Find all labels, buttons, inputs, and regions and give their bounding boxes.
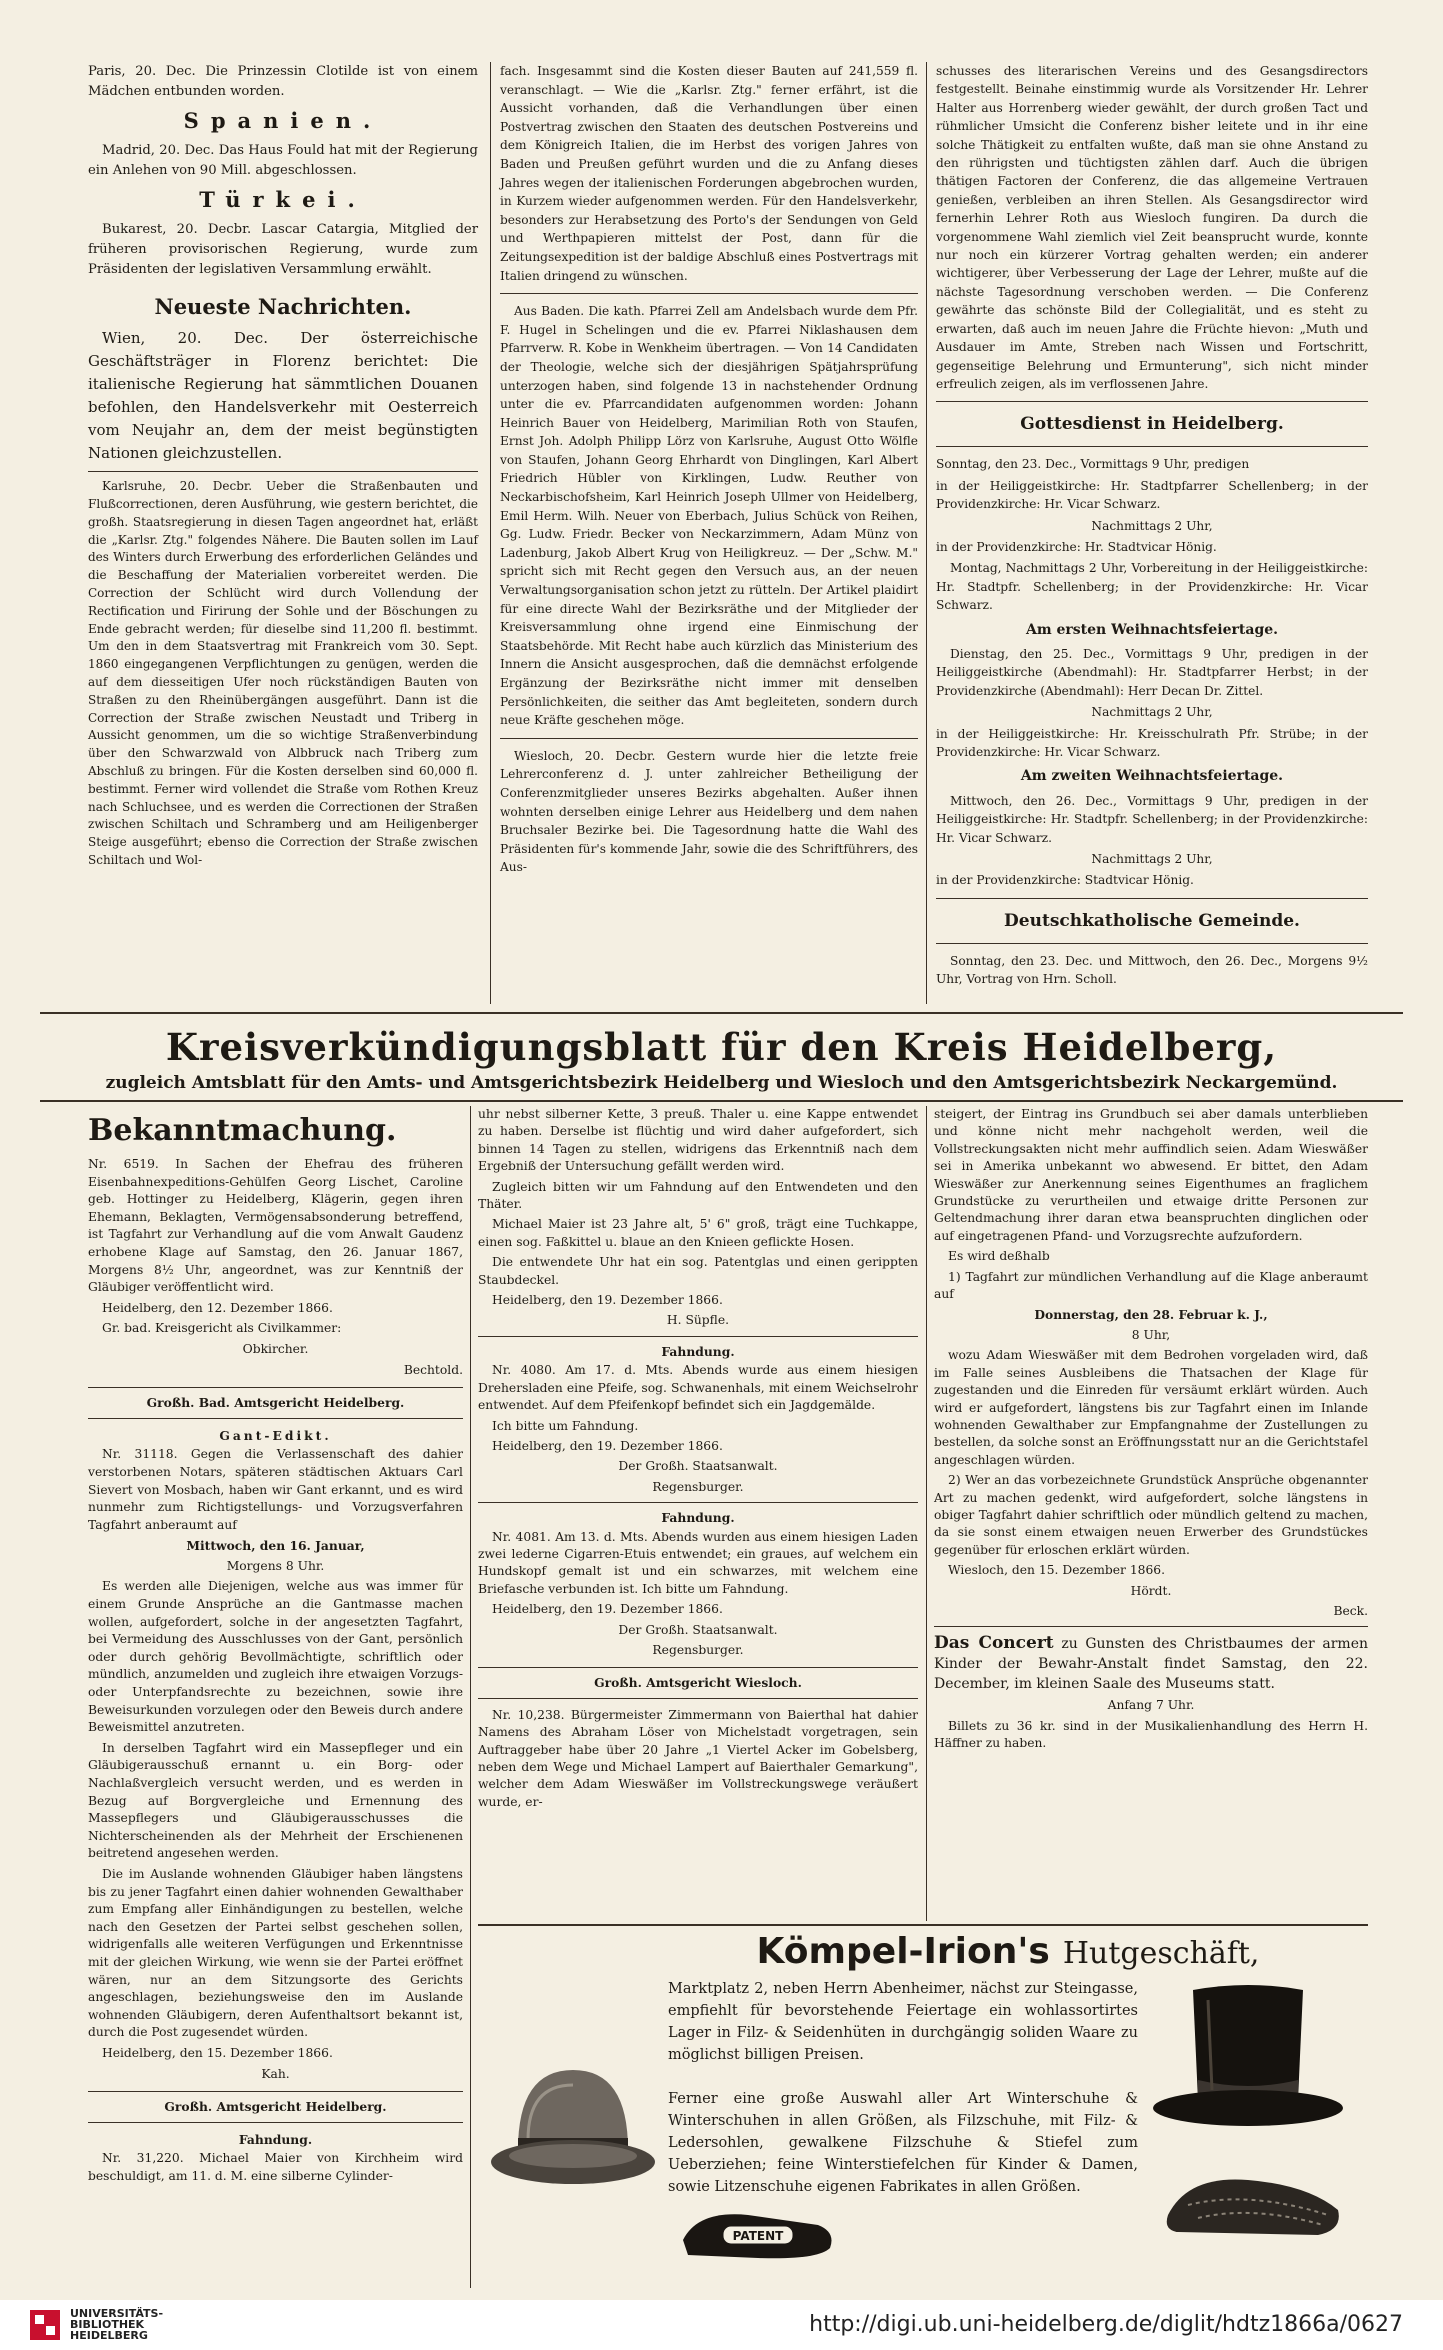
library-name-line: BIBLIOTHEK xyxy=(70,2318,145,2331)
gd-line: Nachmittags 2 Uhr, xyxy=(1091,518,1213,533)
item-2: 2) Wer an das vorbezeichnete Grundstück Ansprüche obgenannter Art zu machen gedenkt, wird aufgefordert, solche längstens in obiger Tagfahrt dahier schriftlich oder mündlich geltend zu machen, da sie sonst einem etwaigen neuen Erwerber des Grundstückes gegenüber für erloschen erklärt würden. xyxy=(934,1473,1368,1557)
hutgeschaeft-ad xyxy=(478,1930,1368,2290)
library-logo-icon xyxy=(30,2310,60,2340)
item-1: 1) Tagfahrt zur mündlichen Verhandlung auf die Klage anberaumt auf xyxy=(934,1269,1368,1302)
lower-column-3 xyxy=(934,1106,1368,1756)
gant-text: Es werden alle Diejenigen, welche aus was immer für einem Grunde Ansprüche an die Gantmasse machen wollen, aufgefordert, solche in der angesetzten Tagfahrt, bei Vermeidung des Ausschlusses von der Gant, persönlich oder durch gehörig Bevollmächtigte, schriftlich oder mündlich, anzumelden und zugleich ihre etwaigen Vorzugs- oder Unterpfandsrechte zu bezeichnen, sowie ihre Beweisurkunden vorzulegen oder den Beweis durch andere Beweismittel anzutreten. xyxy=(88,1579,463,1735)
fahndung3-sign: Regensburger. xyxy=(652,1642,744,1657)
concert-tickets: Billets zu 36 kr. sind in der Musikalienhandlung des Herrn H. Häffner zu haben. xyxy=(934,1718,1368,1751)
divider xyxy=(478,1502,918,1503)
column-rule xyxy=(926,62,927,1004)
source-url[interactable]: http://digi.ub.uni-heidelberg.de/diglit/hdtz1866a/0627 xyxy=(809,2312,1403,2337)
maier-text: Michael Maier ist 23 Jahre alt, 5' 6" groß, trägt eine Tuchkappe, einen sog. Faßkittel u. blaue an den Knieen geflickte Hosen. xyxy=(478,1217,918,1249)
divider xyxy=(478,1336,918,1337)
weih2-line: in der Providenzkirche: Stadtvicar Hönig. xyxy=(936,873,1194,888)
lower-column-2 xyxy=(478,1106,918,1814)
wieswaesser-lead: Es wird deßhalb xyxy=(948,1249,1050,1264)
bek-sign: Bechtold. xyxy=(403,1362,463,1377)
upper-column-3 xyxy=(936,62,1368,992)
bek-text: Nr. 6519. In Sachen der Ehefrau des früheren Eisenbahnexpeditions-Gehülfen Georg Lischet, Caroline geb. Hottinger zu Heidelberg, Klägerin, gegen ihren Ehemann, Beklagten, Vermögensabsonderung betreffend, ist Tagfahrt zur Verhandlung auf die vom Anwalt Gaudenz erhobene Klage auf Samstag, den 26. Januar 1867, Morgens 8½ Uhr, angeordnet, was zur Kenntniß der Gläubiger veröffentlicht wird. xyxy=(88,1157,463,1295)
kreisblatt-banner xyxy=(40,1024,1403,1096)
postvertrag-item: fach. Insgesammt sind die Kosten dieser Bauten auf 241,559 fl. veranschlagt. — Wie die „Karlsr. Ztg." ferner erfährt, ist die Aussicht vorhanden, daß die Verhandlungen über einen Postvertrag zwischen den Staaten des deutschen Postvereins und dem Königreich Italien, die im Herbst des vorigen Jahres von Baden und Preußen geführt wurden und die zu Anfang dieses Jahres wegen der italienischen Forderungen abgebrochen wurden, in Kurzem wieder aufgenommen werden. Für den Handelsverkehr, besonders zur Herabsetzung des Porto's der Sendungen von Geld und Werthpapieren mittelst der Post, dann für die Zeitungsexpedition ist der baldige Abschluß eines Postvertrags mit Italien dringend zu wünschen. xyxy=(500,64,918,283)
dk-text: Sonntag, den 23. Dec. und Mittwoch, den 26. Dec., Morgens 9½ Uhr, Vortrag von Hrn. Scholl. xyxy=(936,953,1368,987)
lehrerconferenz-cont: schusses des literarischen Vereins und des Gesangsdirectors festgestellt. Beinahe einstimmig wurde als Vorsitzender Hr. Lehrer Halter aus Horrenberg wieder gewählt, der durch großen Tact und rühmlicher Umsicht die Conferenz bisher leitete und in ihr eine solche Thätigkeit zu entfalten wußte, daß man sie ohne Anstand zu den rührigsten und tüchtigsten zählen darf. Auch die übrigen thätigen Factoren der Conferenz, die das allgemeine Vertrauen genießen, verbleiben an ihren Stellen. Als Gesangsdirector wird fernerhin Lehrer Roth aus Wiesloch fungiren. Da durch die vorgenommene Wahl ziemlich viel Zeit beansprucht wurde, konnte nur noch ein kürzerer Vortrag gehalten werden; ein anderer wichtigerer, über Verbesserung der Lage der Lehrer, mußte auf die nächste Tagesordnung verschoben werden. — Die Conferenz gewährte das schönste Bild der Collegialität, und es steht zu erwarten, daß auch im neuen Jahre die Früchte hievon: „Muth und Ausdauer im Amte, Streben nach Wissen und Fortschritt, gegenseitige Belehrung und Ermunterung", sich nicht minder erfreulich zeigen, als im verflossenen Jahre. xyxy=(936,64,1368,391)
wiesloch-item: Wiesloch, 20. Decbr. Gestern wurde hier die letzte freie Lehrerconferenz d. J. unter zahlreicher Betheiligung der Conferenzmitglieder unseres Bezirks abgehalten. Außer ihnen wohnten derselben einige Lehrer aus Heidelberg und dem nahen Bruchsaler Bezirke bei. Die Tagesordnung hatte die Wahl des Präsidenten für's kommende Jahr, sowie die des Schriftführers, des Aus- xyxy=(500,748,918,875)
bek-name: Obkircher. xyxy=(242,1341,309,1356)
bekanntmachung-heading: Bekanntmachung. xyxy=(88,1113,397,1148)
patent-shoe-icon xyxy=(678,2200,838,2270)
gant-place: Heidelberg, den 15. Dezember 1866. xyxy=(102,2045,333,2060)
ad-title: Kömpel-Irion's xyxy=(756,1931,1050,1972)
banner-rule-top xyxy=(40,1012,1403,1014)
concert-time: Anfang 7 Uhr. xyxy=(1107,1698,1195,1713)
gant-text: In derselben Tagfahrt wird ein Massepfleger und ein Gläubigerausschuß ernannt u. ein Borg- oder Nachlaßvergleich versucht werden, und es werden in Bezug auf Borgvergleiche und Ernennung des Massepflegers und Gläubigerausschusses die Nichterscheinenden als der Mehrheit der Erschienenen beitretend angesehen werden. xyxy=(88,1740,463,1861)
wiesloch-court: Großh. Amtsgericht Wiesloch. xyxy=(594,1675,802,1691)
weihnacht1-heading: Am ersten Weihnachtsfeiertage. xyxy=(1025,621,1279,638)
tuerkei-heading: Türkei. xyxy=(199,187,367,213)
digitization-footer xyxy=(0,2300,1443,2350)
felt-shoe-icon xyxy=(1158,2160,1348,2250)
library-name xyxy=(70,2308,163,2341)
gant-time: Morgens 8 Uhr. xyxy=(226,1558,325,1573)
bek-court: Gr. bad. Kreisgericht als Civilkammer: xyxy=(102,1321,342,1336)
fahndung2-sign: Regensburger. xyxy=(652,1479,744,1494)
wieswaesser-cont: steigert, der Eintrag ins Grundbuch sei aber damals unterblieben und könne nicht mehr nachgeholt werden, weil die Vollstreckungsakten nicht mehr auffindlich seien. Adam Wieswäßer sei in Amerika unbekannt wo abwesend. Er bittet, den Adam Wieswäßer zur Anerkennung seines Eigenthumes an fraglichem Grundstücke zu verurtheilen und etwaige dritte Personen zur Geltendmachung ihrer daran etwa beanspruchten dinglichen oder auf eingetragenen Pfand- und Vorzugsrechte aufzufordern. xyxy=(934,1107,1368,1243)
item-1-date: Donnerstag, den 28. Februar k. J., xyxy=(1034,1307,1268,1323)
bukarest-item: Bukarest, 20. Decbr. Lascar Catargia, Mitglied der früheren provisorischen Regierung, wurde zum Präsidenten der legislativen Versammlung erwählt. xyxy=(88,222,478,277)
karlsruhe-item: Karlsruhe, 20. Decbr. Ueber die Straßenbauten und Flußcorrectionen, deren Ausführung, wie gestern berichtet, die großh. Staatsregierung in diesen Tagen angeordnet hat, erläßt die „Karlsr. Ztg." folgendes Nähere. Die Bauten sollen im Lauf des Winters durch Erwerbung des erforderlichen Geländes und die Beschaffung der Materialien vorbereitet werden. Die Correction der Schlücht wird durch Vollendung der Rectification und Firirung der Sohle und der Böschungen zu Ende gebracht werden; für dieselbe sind 11,200 fl. bestimmt. Um den in dem Staatsvertrag mit Frankreich vom 30. Sept. 1860 eingegangenen Verpflichtungen zu genügen, werden die auf dem diesseitigen Ufer noch rückständigen Bauten von Straßen zu den Rheinübergängen ausgeführt. Dann ist die Correction der Straße zwischen Neustadt und Triberg in Aussicht genommen, um die so wichtige Straßenverbindung über den Schwarzwald von Albbruck nach Triberg zum Abschluß zu bringen. Für die Kosten derselben sind 60,000 fl. bestimmt. Ferner wird vollendet die Straße vom Rothen Kreuz nach Schluchsee, und es werden die Correctionen der Straßen zwischen Schiltach und Schramberg und am Heiligenberger Steige ausgeführt; ebenso die Correction der Straße zwischen Schiltach und Wol- xyxy=(88,479,478,867)
fahndung3-date: Heidelberg, den 19. Dezember 1866. xyxy=(492,1602,723,1617)
banner-subtitle: zugleich Amtsblatt für den Amts- und Amtsgerichtsbezirk Heidelberg und Wiesloch und den Amtsgerichtsbezirk Neckargemünd. xyxy=(105,1073,1338,1093)
weih1-line: Nachmittags 2 Uhr, xyxy=(1091,705,1213,720)
fahndung3-heading: Fahndung. xyxy=(661,1510,735,1526)
divider xyxy=(500,738,918,739)
lower-column-1 xyxy=(88,1106,463,2188)
concert-text: zu Gunsten des Christbaumes der armen Kinder der Bewahr-Anstalt findet Samstag, den 22. December, im kleinen Saale des Museums statt. xyxy=(934,1636,1369,1693)
banner-title: Kreisverkündigungsblatt für den Kreis Heidelberg, xyxy=(165,1025,1278,1069)
gant-heading: Gant-Edikt. xyxy=(219,1427,332,1443)
maier-text: Die entwendete Uhr hat ein sog. Patentglas und einen gerippten Staubdeckel. xyxy=(478,1255,918,1287)
gd-line: in der Providenzkirche: Hr. Stadtvicar Hönig. xyxy=(936,539,1217,554)
gd-line: Montag, Nachmittags 2 Uhr, Vorbereitung in der Heiliggeistkirche: Hr. Stadtpfr. Schellenberg; in der Providenzkirche: Hr. Vicar Schwarz. xyxy=(936,561,1368,613)
fahndung-court: Großh. Amtsgericht Heidelberg. xyxy=(164,2099,387,2115)
fahndung3-office: Der Großh. Staatsanwalt. xyxy=(618,1622,778,1637)
divider xyxy=(934,1626,1368,1627)
divider xyxy=(500,293,918,294)
neueste-heading: Neueste Nachrichten. xyxy=(154,294,412,320)
patent-label: PATENT xyxy=(732,2229,784,2243)
fahndung2-bitte: Ich bitte um Fahndung. xyxy=(492,1418,639,1433)
gant-text: Die im Auslande wohnenden Gläubiger haben längstens bis zu jener Tagfahrt einen dahier wohnenden Gewalthaber zum Empfang aller Einhändigungen zu bestellen, welche nach den Gesetzen der Partei selbst geschehen sollen, widrigenfalls alle weiteren Verfügungen und Erkenntnisse mit der gleichen Wirkung, wie wenn sie der Partei eröffnet wären, nur an dem Sitzungsorte des Gerichts angeschlagen, beziehungsweise den im Auslande wohnenden Gläubigern, deren Aufenthaltsort bekannt ist, durch die Post zugesendet würden. xyxy=(88,1866,463,2040)
fahndung-heading: Fahndung. xyxy=(238,2131,313,2147)
column-rule xyxy=(490,62,491,1004)
deutschkatholisch-heading: Deutschkatholische Gemeinde. xyxy=(1004,910,1300,931)
fahndung2-heading: Fahndung. xyxy=(661,1343,735,1359)
wieswaesser-sign: Beck. xyxy=(1333,1603,1368,1618)
fahndung2-text: Nr. 4080. Am 17. d. Mts. Abends wurde aus einem hiesigen Drehersladen eine Pfeife, sog. Schwanenhals, mit einem Weichselrohr entwendet. Auf dem Pfeifenkopf befindet sich ein Jagdgemälde. xyxy=(478,1363,918,1413)
divider xyxy=(88,471,478,472)
wiesloch-text: Nr. 10,238. Bürgermeister Zimmermann von Baierthal hat dahier Namens des Abraham Löser von Michelstadt vorgetragen, sein Auftraggeber habe über 20 Jahre „1 Viertel Acker im Gobelsberg, neben dem Wege und Michael Lampert auf Baierthaler Gemarkung", welcher dem Adam Wieswäßer im Vollstreckungswege veräußert wurde, er- xyxy=(478,1707,918,1809)
item-1-text: wozu Adam Wieswäßer mit dem Bedrohen vorgeladen wird, daß im Falle seines Ausbleibens die Thatsachen der Klage für zugestanden und die Einreden für versäumt erklärt würden. Auch wird er aufgefordert, längstens bis zur Tagfahrt einen im Inlande wohnenden Gewalthaber zur Empfangnahme der Zustellungen zu bestellen, da solche sonst an Eröffnungsstatt nur an die Gerichtstafel angeschlagen würden. xyxy=(934,1348,1368,1467)
weih2-line: Mittwoch, den 26. Dec., Vormittags 9 Uhr, predigen in der Heiliggeistkirche: Hr. Stadtpfr. Schellenberg; in der Providenzkirche: Hr. Vicar Schwarz. xyxy=(936,793,1368,845)
column-rule xyxy=(470,1106,471,2288)
fahndung2-office: Der Großh. Staatsanwalt. xyxy=(618,1459,778,1474)
weih1-line: Dienstag, den 25. Dec., Vormittags 9 Uhr, predigen in der Heiliggeistkirche (Abendmahl): Hr. Stadtpfarrer Herbst; in der Providenzkirche (Abendmahl): Herr Decan Dr. Zittel. xyxy=(936,646,1368,698)
library-name-line: HEIDELBERG xyxy=(70,2329,148,2342)
maier-sign: H. Süpfle. xyxy=(666,1313,730,1328)
weihnacht2-heading: Am zweiten Weihnachtsfeiertage. xyxy=(1020,768,1284,785)
gd-line: Sonntag, den 23. Dec., Vormittags 9 Uhr, predigen xyxy=(936,457,1250,472)
gant-text: Nr. 31118. Gegen die Verlassenschaft des dahier verstorbenen Notars, späteren städtischen Aktuars Carl Sievert von Mosbach, haben wir Gant erkannt, und es wird nunmehr zum Richtigstellungs- und Vorzugsverfahren Tagfahrt anberaumt auf xyxy=(88,1447,463,1532)
gant-sign: Kah. xyxy=(261,2066,290,2081)
item-1-time: 8 Uhr, xyxy=(1131,1327,1171,1342)
ad-rule xyxy=(478,1924,1368,1926)
bek-date: Heidelberg, den 12. Dezember 1866. xyxy=(102,1300,333,1315)
ad-text-1: Marktplatz 2, neben Herrn Abenheimer, nächst zur Steingasse, empfiehlt für bevorstehende Feiertage ein wohlassortirtes Lager in Filz- & Seidenhüten in durchgängig soliden Waare zu möglichst billigen Preisen. xyxy=(668,1981,1138,2063)
concert-title: Das Concert xyxy=(934,1633,1054,1654)
ad-text-2: Ferner eine große Auswahl aller Art Winterschuhe & Winterschuhen in allen Größen, als Filzschuhe, mit Filz- & Ledersohlen, gewalkene Filzschuhe & Stiefel zum Ueberziehen; feine Winterstiefelchen für Kinder & Damen, sowie Litzenschuhe eigenen Fabrikates in allen Größen. xyxy=(668,2091,1138,2195)
upper-column-1 xyxy=(88,62,478,873)
aus-baden-item: Aus Baden. Die kath. Pfarrei Zell am Andelsbach wurde dem Pfr. F. Hugel in Schelingen und die ev. Pfarrei Niklashausen dem Pfarrverw. R. Kobe in Wenkheim übertragen. — Von 14 Candidaten der Theologie, welche sich der diesjährigen Spätjahrsprüfung unterzogen haben, sind folgende 13 in nachstehender Ordnung unter die ev. Pfarrcandidaten aufgenommen worden: Johann Heinrich Bauer von Heidelberg, Marimilian Roth von Staufen, Ernst Joh. Adolph Philipp Lörz von Karlsruhe, August Otto Wölfle von Staufen, Johann Georg Ehrhardt von Dinglingen, Karl Albert Friedrich Hübler von Kirklingen, Ludw. Reuther von Neckarbischofsheim, Karl Heinrich Joseph Ullmer von Heidelberg, Emil Herm. Wilh. Neuer von Eberbach, Julius Schück von Reihen, Gg. Ludw. Friedr. Becker von Neckarzimmern, Adam Münz von Ladenburg, Jakob Albert Krug von Heiligkreuz. — Der „Schw. M." spricht sich mit Recht gegen den Versuch aus, an der neuen Verwaltungsorganisation schon jetzt zu rütteln. Der Artikel plaidirt für eine directe Wahl der Bezirksräthe und der Mitglieder der Kreisversammlung ohne irgend eine Einmischung der Staatsbehörde. Mit Recht habe auch kürzlich das Ministerium des Innern die Ansicht ausgesprochen, daß die demnächst erfolgende Ergänzung der Bezirksräthe nicht immer mit denselben Persönlichkeiten, die seither das Amt begleiteten, sondern durch neue Kräfte geschehen möge. xyxy=(500,304,918,728)
fahndung3-text: Nr. 4081. Am 13. d. Mts. Abends wurden aus einem hiesigen Laden zwei lederne Cigarren-Etuis entwendet; ein graues, auf welchem ein Hundskopf gemalt ist und ein schwarzes, mit welchem eine Briefasche verbunden ist. Ich bitte um Fahndung. xyxy=(478,1529,918,1596)
library-name-line: UNIVERSITÄTS- xyxy=(70,2307,164,2320)
wien-item: Wien, 20. Dec. Der österreichische Geschäftsträger in Florenz berichtet: Die italienische Regierung hat sämmtlichen Douanen befohlen, den Handelsverkehr mit Oesterreich vom Neujahr an, dem der meist begünstigten Nationen gleichzustellen. xyxy=(88,329,478,463)
fahndung2-date: Heidelberg, den 19. Dezember 1866. xyxy=(492,1438,723,1453)
bowler-hat-icon xyxy=(488,2050,658,2200)
weih1-line: in der Heiliggeistkirche: Hr. Kreisschulrath Pfr. Strübe; in der Providenzkirche: Hr. Vicar Schwarz. xyxy=(936,726,1368,759)
banner-rule-bottom xyxy=(40,1100,1403,1102)
wieswaesser-name: Hördt. xyxy=(1130,1583,1172,1598)
column-rule xyxy=(926,1106,927,1921)
gottesdienst-heading: Gottesdienst in Heidelberg. xyxy=(1020,414,1284,435)
fahndung-text: Nr. 31,220. Michael Maier von Kirchheim wird beschuldigt, am 11. d. M. eine silberne Cylinder- xyxy=(88,2151,463,2183)
maier-date: Heidelberg, den 19. Dezember 1866. xyxy=(492,1293,723,1308)
paris-item: Paris, 20. Dec. Die Prinzessin Clotilde ist von einem Mädchen entbunden worden. xyxy=(88,64,478,99)
spanien-heading: Spanien. xyxy=(183,108,383,134)
ad-subtitle: Hutgeschäft, xyxy=(1062,1936,1260,1971)
maier-cont: uhr nebst silberner Kette, 3 preuß. Thaler u. eine Kappe entwendet zu haben. Derselbe ist flüchtig und wird daher aufgefordert, sich binnen 14 Tagen zu stellen, widrigens das Erkenntniß nach dem Ergebniß der Untersuchung gefällt werden wird. xyxy=(478,1107,918,1174)
top-hat-icon xyxy=(1148,1980,1348,2140)
madrid-item: Madrid, 20. Dec. Das Haus Fould hat mit der Regierung ein Anlehen von 90 Mill. abgeschlossen. xyxy=(88,143,478,178)
weih2-line: Nachmittags 2 Uhr, xyxy=(1091,852,1213,867)
gd-line: in der Heiliggeistkirche: Hr. Stadtpfarrer Schellenberg; in der Providenzkirche: Hr. Vicar Schwarz. xyxy=(936,478,1368,512)
gant-date: Mittwoch, den 16. Januar, xyxy=(186,1538,365,1554)
upper-column-2 xyxy=(500,62,918,880)
gant-court: Großh. Bad. Amtsgericht Heidelberg. xyxy=(146,1395,405,1411)
maier-text: Zugleich bitten wir um Fahndung auf den Entwendeten und den Thäter. xyxy=(478,1179,918,1212)
wieswaesser-date: Wiesloch, den 15. Dezember 1866. xyxy=(948,1563,1166,1578)
